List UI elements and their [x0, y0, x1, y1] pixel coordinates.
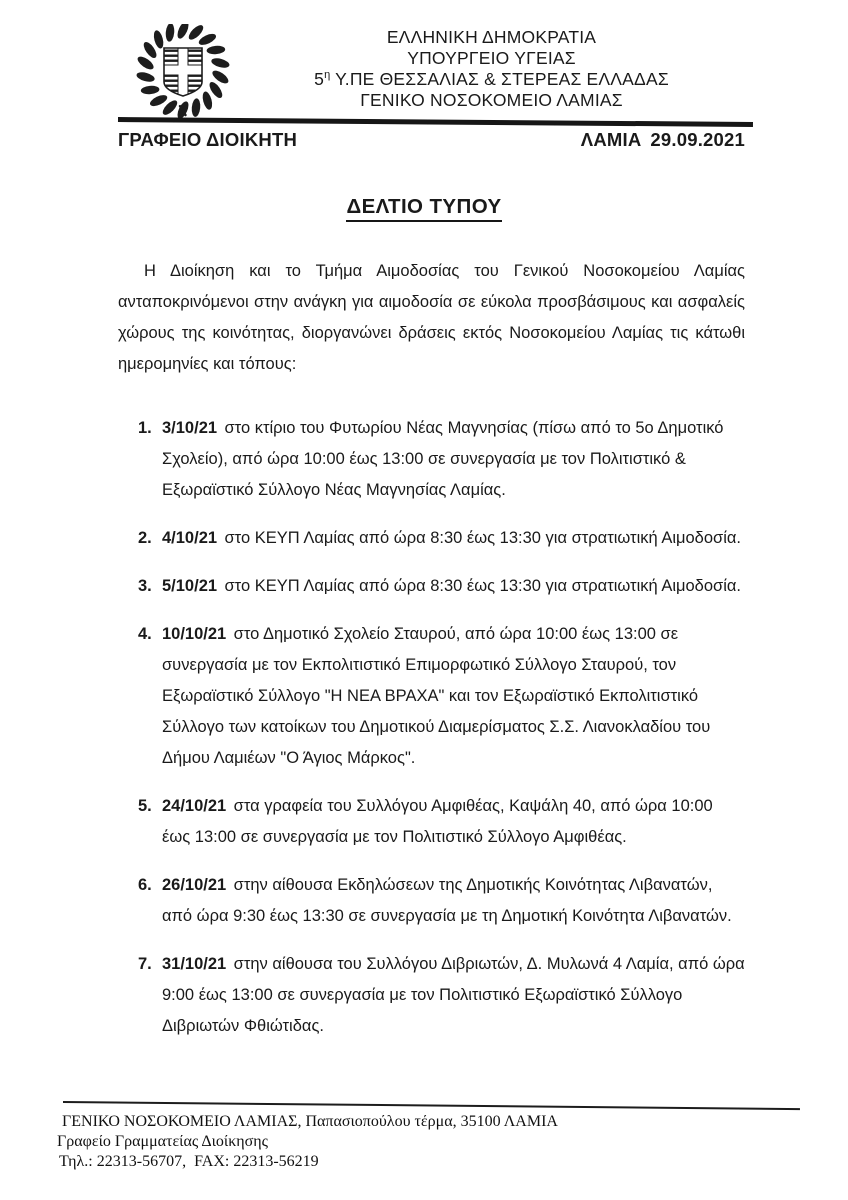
item-text: στο ΚΕΥΠ Λαμίας από ώρα 8:30 έως 13:30 για στρατιωτική Αιμοδοσία. [224, 576, 742, 595]
item-text: στο Δημοτικό Σχολείο Σταυρού, από ώρα 10:00 έως 13:00 σε συνεργασία με τον Εκπολιτιστικό Επιμορφωτικό Σύλλογο Σταυρού, τον Εξωραϊστικό Σύλλογο "Η ΝΕΑ ΒΡΑΧΑ" και τον Εξωραϊστικό Εκπολιτιστικό Σύλλογο των κατοίκων του Δημοτικού Διαμερίσματος Σ.Σ. Λιανοκλαδίου του Δήμου Λαμιέων "Ο Άγιος Μάρκος". [162, 624, 711, 767]
item-body [162, 949, 745, 1042]
letterhead [238, 27, 745, 111]
place-label: ΛΑΜΙΑ [580, 128, 642, 150]
item-body [162, 571, 745, 602]
letterhead-line-hospital: ΓΕΝΙΚΟ ΝΟΣΟΚΟΜΕΙΟ ΛΑΜΙΑΣ [360, 90, 623, 110]
footer-contact: Τηλ.: 22313-56707, FAX: 22313-56219 [59, 1153, 319, 1170]
office-label: ΓΡΑΦΕΙΟ ΔΙΟΙΚΗΤΗ [118, 128, 298, 150]
item-date: 3/10/21 [162, 418, 218, 437]
item-date: 26/10/21 [162, 875, 227, 894]
item-number: 2. [138, 528, 152, 547]
item-body [162, 619, 745, 774]
list-item [118, 949, 745, 1042]
list-item [118, 523, 745, 554]
item-text: στο ΚΕΥΠ Λαμίας από ώρα 8:30 έως 13:30 για στρατιωτική Αιμοδοσία. [224, 528, 742, 547]
superscript-eta: η [324, 69, 331, 82]
item-number: 4. [138, 624, 152, 643]
item-body [162, 791, 745, 853]
item-number: 6. [138, 875, 152, 894]
item-text: στα γραφεία του Συλλόγου Αμφιθέας, Καψάλη 40, από ώρα 10:00 έως 13:00 σε συνεργασία με τον Πολιτιστικό Σύλλογο Αμφιθέας. [162, 796, 713, 846]
intro-paragraph: Η Διοίκηση και το Τμήμα Αιμοδοσίας του Γενικού Νοσοκομείου Λαμίας ανταποκρινόμενοι στην ανάγκη για αιμοδοσία σε εύκολα προσβάσιμους και ασφαλείς χώρους της κοινότητας, διοργανώνει δράσεις εκτός Νοσοκομείου Λαμίας τις κάτωθι ημερομηνίες και τόπους: [118, 261, 745, 373]
item-number: 3. [138, 576, 152, 595]
document-date: 29.09.2021 [650, 128, 745, 150]
coat-of-arms-logo [128, 24, 238, 118]
item-body [162, 870, 745, 932]
list-item [118, 571, 745, 602]
item-date: 4/10/21 [162, 528, 218, 547]
list-item [118, 870, 745, 932]
item-body [162, 413, 745, 506]
press-release-title: ΔΕΛΤΙΟ ΤΥΠΟΥ [0, 195, 848, 219]
item-number: 1. [138, 418, 152, 437]
item-text: στην αίθουσα Εκδηλώσεων της Δημοτικής Κοινότητας Λιβανατών, από ώρα 9:30 έως 13:30 σε συνεργασία με τη Δημοτική Κοινότητα Λιβανατών. [162, 875, 732, 925]
item-date: 24/10/21 [162, 796, 227, 815]
item-date: 31/10/21 [162, 954, 227, 973]
coat-of-arms-icon [128, 24, 238, 118]
item-text: στο κτίριο του Φυτωρίου Νέας Μαγνησίας (πίσω από το 5ο Δημοτικό Σχολείο), από ώρα 10:00 έως 13:00 σε συνεργασία με τον Πολιτιστικό & Εξωραϊστικό Σύλλογο Νέας Μαγνησίας Λαμίας. [162, 418, 724, 499]
letterhead-line-ministry: ΥΠΟΥΡΓΕΙΟ ΥΓΕΙΑΣ [407, 48, 576, 68]
footer-divider [63, 1101, 800, 1110]
footer-office: Γραφείο Γραμματείας Διοίκησης [57, 1133, 268, 1150]
item-number: 7. [138, 954, 152, 973]
letterhead-line-republic: ΕΛΛΗΝΙΚΗ ΔΗΜΟΚΡΑΤΙΑ [386, 27, 597, 47]
event-list [118, 413, 745, 1042]
item-date: 5/10/21 [162, 576, 218, 595]
document-footer [57, 1101, 802, 1172]
item-date: 10/10/21 [162, 624, 227, 643]
list-item [118, 413, 745, 506]
office-row [118, 129, 745, 151]
list-item [118, 619, 745, 774]
item-body [162, 523, 745, 554]
list-item [118, 791, 745, 853]
place-date [581, 129, 745, 151]
item-text: στην αίθουσα του Συλλόγου Διβριωτών, Δ. Μυλωνά 4 Λαμία, από ώρα 9:00 έως 13:00 σε συνεργασία με τον Πολιτιστικό Εξωραϊστικό Σύλλογο Διβριωτών Φθιώτιδας. [162, 954, 745, 1035]
item-number: 5. [138, 796, 152, 815]
letterhead-line-region: $5^\eta$ Υ.ΠΕ ΘΕΣΣΑΛΙΑΣ & ΣΤΕΡΕΑΣ ΕΛΛΑΔΑΣ [314, 69, 669, 89]
header-divider [118, 117, 753, 126]
footer-address: ΓΕΝΙΚΟ ΝΟΣΟΚΟΜΕΙΟ ΛΑΜΙΑΣ, Παπασιοπούλου τέρμα, 35100 ΛΑΜΙΑ [62, 1113, 558, 1130]
